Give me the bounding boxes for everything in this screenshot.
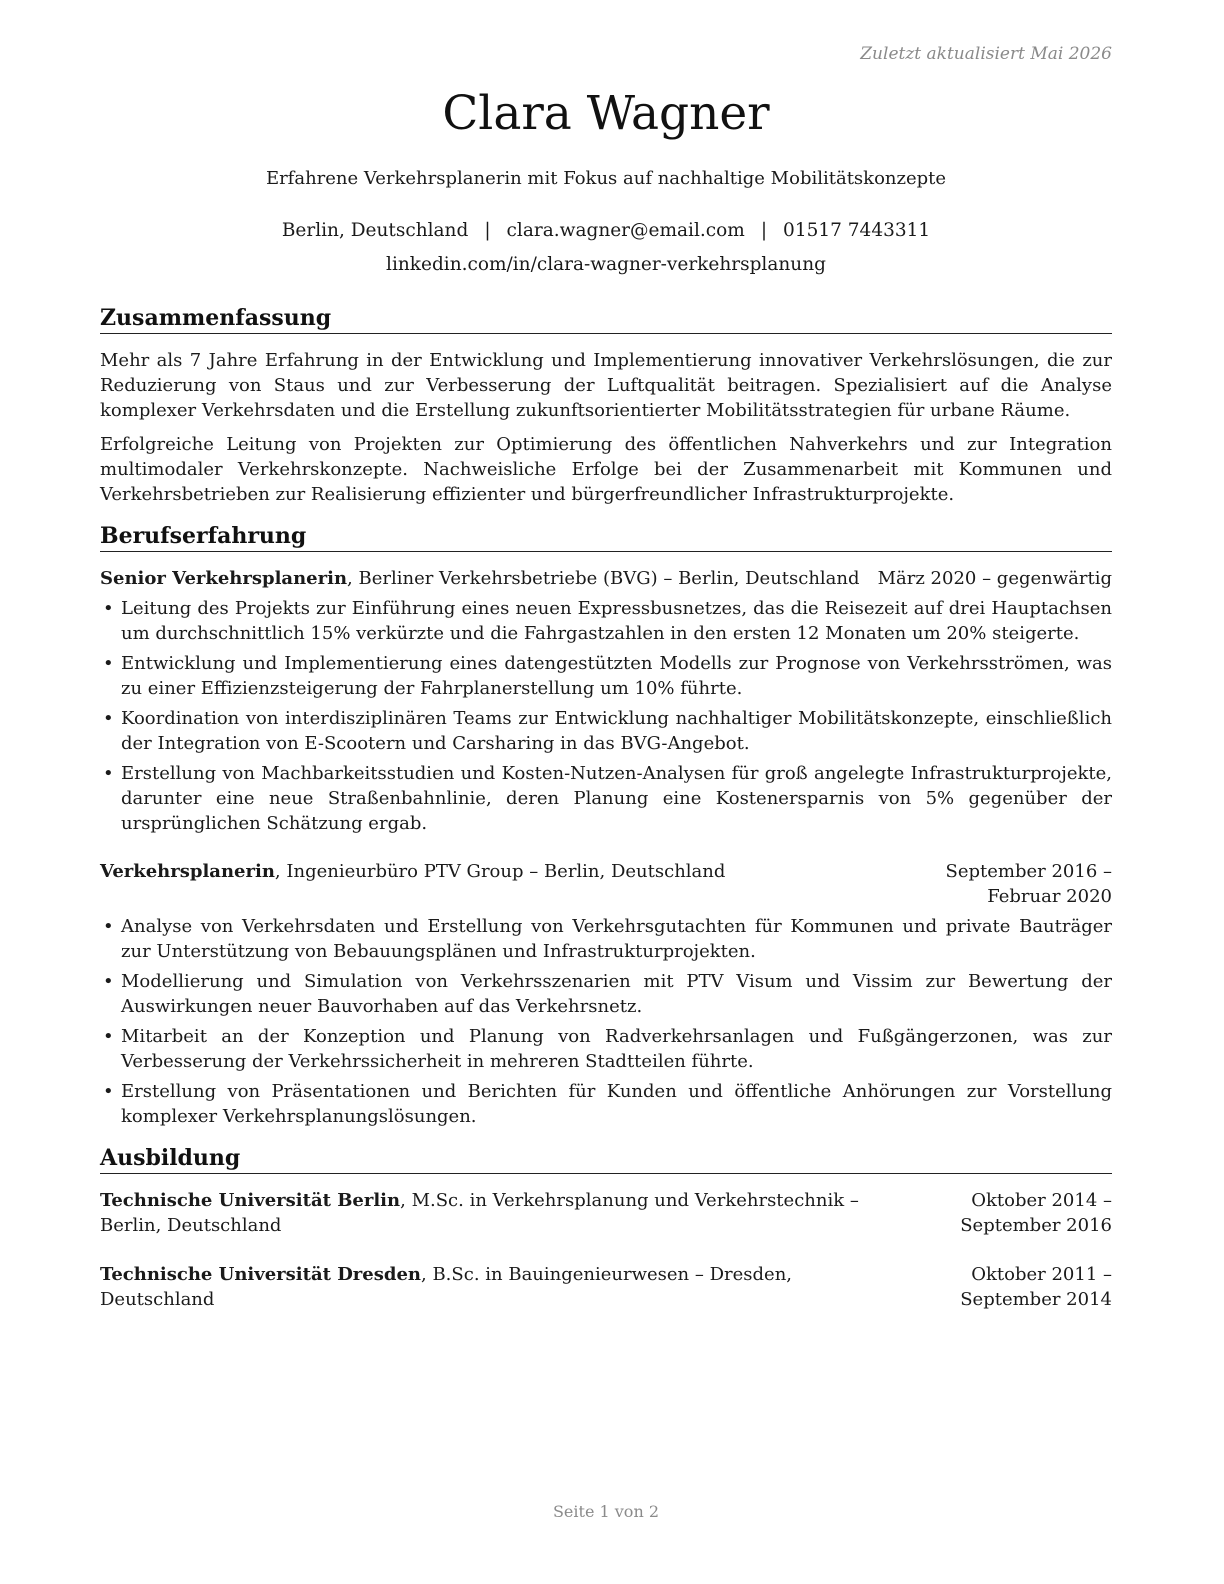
page-number: Seite 1 von 2	[552, 1502, 660, 1521]
list-item: • Modellierung und Simulation von Verkehrsszenarien mit PTV Visum und Vissim zur Bewertung der Auswirkungen neuer Bauvorhaben auf das Verkehrsnetz.	[103, 971, 1112, 1017]
list-item: • Erstellung von Präsentationen und Berichten für Kunden und öffentliche Anhörungen zur Vorstellung komplexer Verkehrsplanungslösungen.	[103, 1081, 1112, 1127]
linkedin-link[interactable]: linkedin.com/in/clara-wagner-verkehrsplanung	[386, 254, 826, 275]
contact-separator: |	[760, 220, 768, 241]
job-role: Senior Verkehrsplanerin	[100, 568, 348, 589]
job-bullets	[100, 596, 1112, 841]
location: Berlin, Deutschland	[281, 220, 469, 241]
job-bullets	[100, 914, 1112, 1134]
candidate-name: Clara Wagner	[442, 86, 770, 141]
list-item: • Leitung des Projekts zur Einführung eines neuen Expressbusnetzes, das die Reisezeit auf drei Hauptachsen um durchschnittlich 15% verkürzte und die Fahrgastzahlen in den ersten 12 Monaten um 20% steigerte.	[103, 598, 1112, 644]
degree-details: , M.Sc. in Verkehrsplanung und Verkehrstechnik – Berlin, Deutschland	[100, 1190, 859, 1236]
summary-paragraph: Mehr als 7 Jahre Erfahrung in der Entwicklung und Implementierung innovativer Verkehrslösungen, die zur Reduzierung von Staus und zur Verbesserung der Luftqualität beitragen. Spezialisiert auf die Analyse komplexer Verkehrsdaten und die Erstellung zukunftsorientierter Mobilitätsstrategien für urbane Räume.	[100, 350, 1112, 421]
job-role: Verkehrsplanerin	[100, 861, 275, 882]
list-item: • Mitarbeit an der Konzeption und Planung von Radverkehrsanlagen und Fußgängerzonen, was zur Verbesserung der Verkehrssicherheit in mehreren Stadtteilen führte.	[103, 1026, 1112, 1072]
contact-line	[100, 220, 1112, 241]
job-employer: , Ingenieurbüro PTV Group – Berlin, Deutschland	[274, 861, 726, 882]
section-title-experience: Berufserfahrung	[100, 523, 1112, 552]
contact-separator: |	[484, 220, 491, 241]
tagline: Erfahrene Verkehrsplanerin mit Fokus auf nachhaltige Mobilitätskonzepte	[265, 168, 947, 189]
list-item: • Koordination von interdisziplinären Teams zur Entwicklung nachhaltiger Mobilitätskonzepte, einschließlich der Integration von E-Scootern und Carsharing in das BVG-Angebot.	[103, 708, 1112, 754]
list-item: • Entwicklung und Implementierung eines datengestützten Modells zur Prognose von Verkehrsströmen, was zu einer Effizienzsteigerung der Fahrplanerstellung um 10% führte.	[103, 653, 1112, 699]
education-entry	[100, 1262, 1112, 1312]
last-updated: Zuletzt aktualisiert Mai 2026	[860, 44, 1112, 64]
job-header	[100, 566, 1112, 591]
section-title-summary: Zusammenfassung	[100, 305, 1112, 334]
degree-details: , B.Sc. in Bauingenieurwesen – Dresden, Deutschland	[100, 1264, 793, 1310]
job-header	[100, 859, 1112, 909]
job-employer: , Berliner Verkehrsbetriebe (BVG) – Berlin, Deutschland	[347, 568, 860, 589]
education-dates: Oktober 2011 – September 2014	[960, 1264, 1112, 1310]
job-dates: März 2020 – gegenwärtig	[877, 568, 1112, 589]
school-name: Technische Universität Berlin	[100, 1190, 401, 1211]
list-item: • Erstellung von Machbarkeitsstudien und Kosten-Nutzen-Analysen für groß angelegte Infrastrukturprojekte, darunter eine neue Straßenbahnlinie, deren Planung eine Kostenersparnis von 5% gegenüber der ursprünglichen Schätzung ergab.	[103, 763, 1112, 834]
list-item: • Analyse von Verkehrsdaten und Erstellung von Verkehrsgutachten für Kommunen und private Bauträger zur Unterstützung von Bebauungsplänen und Infrastrukturprojekten.	[103, 916, 1112, 962]
school-name: Technische Universität Dresden	[100, 1264, 422, 1285]
education-dates: Oktober 2014 – September 2016	[960, 1190, 1112, 1236]
email-link[interactable]: clara.wagner@email.com	[506, 220, 745, 241]
education-entry	[100, 1188, 1112, 1238]
section-title-education: Ausbildung	[100, 1145, 1112, 1174]
job-dates: September 2016 – Februar 2020	[945, 861, 1112, 907]
phone-number: 01517 7443311	[783, 220, 931, 241]
summary-paragraph: Erfolgreiche Leitung von Projekten zur Optimierung des öffentlichen Nahverkehrs und zur Integration multimodaler Verkehrskonzepte. Nachweisliche Erfolge bei der Zusammenarbeit mit Kommunen und Verkehrsbetrieben zur Realisierung effizienter und bürgerfreundlicher Infrastrukturprojekte.	[100, 434, 1112, 505]
